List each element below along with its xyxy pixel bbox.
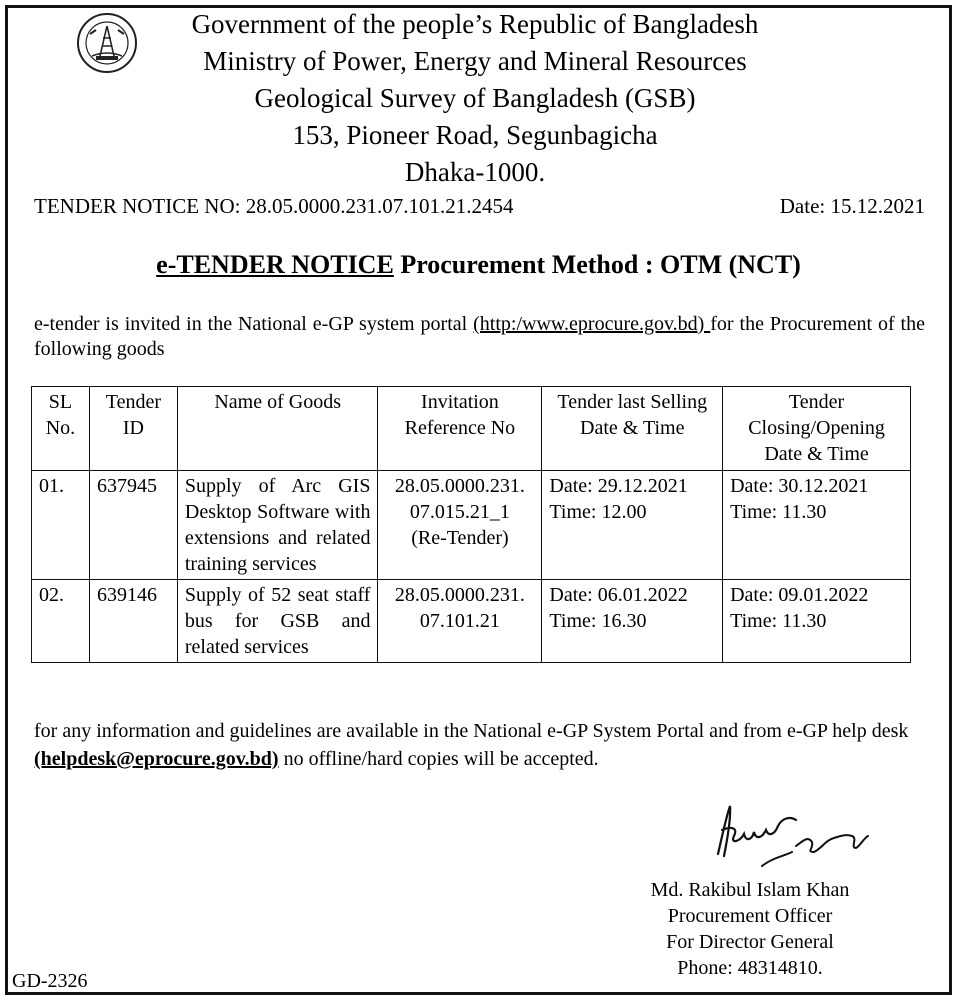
table-row [32,580,911,663]
row-closing [723,580,911,663]
intro-text-after: for the Procurement of the following goods [34,313,925,360]
row-invitation [378,471,542,580]
notice-title [0,250,957,280]
row-selling [542,580,723,663]
header-government: Government of the people’s Republic of Bangladesh [191,9,759,39]
header-department: Geological Survey of Bangladesh (GSB) [254,83,696,113]
closing-time: Time: 11.30 [730,610,827,632]
officer-title: Procurement Officer [667,905,833,927]
notice-date: Date: 15.12.2021 [779,194,925,218]
officer-name: Md. Rakibul Islam Khan [650,879,850,901]
header-invitation: Invitation Reference No [378,387,542,471]
tender-notice-number: TENDER NOTICE NO: 28.05.0000.231.07.101.21.2454 [34,194,514,218]
intro-paragraph [34,312,925,362]
row-invitation [378,580,542,663]
closing-date: Date: 30.12.2021 [730,475,869,497]
invitation-part-1: 28.05.0000.231. [394,475,525,497]
handwritten-signature [700,796,875,876]
closing-time: Time: 11.30 [730,501,827,523]
officer-phone: Phone: 48314810. [677,957,823,979]
table-row [32,471,911,580]
tender-table [31,386,911,663]
header-ministry: Ministry of Power, Energy and Mineral Resources [203,46,747,76]
header-city: Dhaka-1000. [404,157,546,187]
row-tender-id: 637945 [89,471,177,580]
header-address: 153, Pioneer Road, Segunbagicha [292,120,658,150]
invitation-part-2: 07.015.21_1 [409,501,510,523]
row-goods: Supply of 52 seat staff bus for GSB and related services [177,580,378,663]
header-selling: Tender last Selling Date & Time [542,387,723,471]
invitation-part-3: (Re-Tender) [411,527,509,549]
invitation-part-2: 07.101.21 [419,610,500,632]
notice-reference-line [34,194,925,219]
signatory-block [600,877,900,981]
footer-text-after: no offline/hard copies will be accepted. [278,748,599,770]
row-closing [723,471,911,580]
header-goods: Name of Goods [177,387,378,471]
helpdesk-email-link[interactable]: (helpdesk@eprocure.gov.bd) [34,748,279,770]
closing-date: Date: 09.01.2022 [730,584,869,606]
selling-time: Time: 16.30 [549,610,647,632]
row-sl: 01. [32,471,90,580]
row-tender-id: 639146 [89,580,177,663]
footer-text-before: for any information and guidelines are available in the National e-GP System Portal and from e-GP help desk [34,720,909,742]
row-selling [542,471,723,580]
gsb-logo-emblem [76,12,138,74]
letterhead [160,6,790,191]
intro-text-before: e-tender is invited in the National e-GP system portal [34,313,474,335]
document-code: GD-2326 [12,970,88,992]
selling-date: Date: 06.01.2022 [549,584,688,606]
portal-link[interactable]: (http:/www.eprocure.gov.bd) [473,313,711,335]
selling-time: Time: 12.00 [549,501,647,523]
selling-date: Date: 29.12.2021 [549,475,688,497]
header-sl: SL No. [32,387,90,471]
procurement-method: Procurement Method : OTM (NCT) [400,250,801,279]
row-sl: 02. [32,580,90,663]
row-goods: Supply of Arc GIS Desktop Software with extensions and related training services [177,471,378,580]
table-header-row [32,387,911,471]
invitation-part-1: 28.05.0000.231. [394,584,525,606]
officer-for: For Director General [666,931,834,953]
footer-paragraph [34,717,925,773]
notice-title-main: e-TENDER NOTICE [156,250,394,279]
header-closing: Tender Closing/Opening Date & Time [723,387,911,471]
header-tender-id: Tender ID [89,387,177,471]
